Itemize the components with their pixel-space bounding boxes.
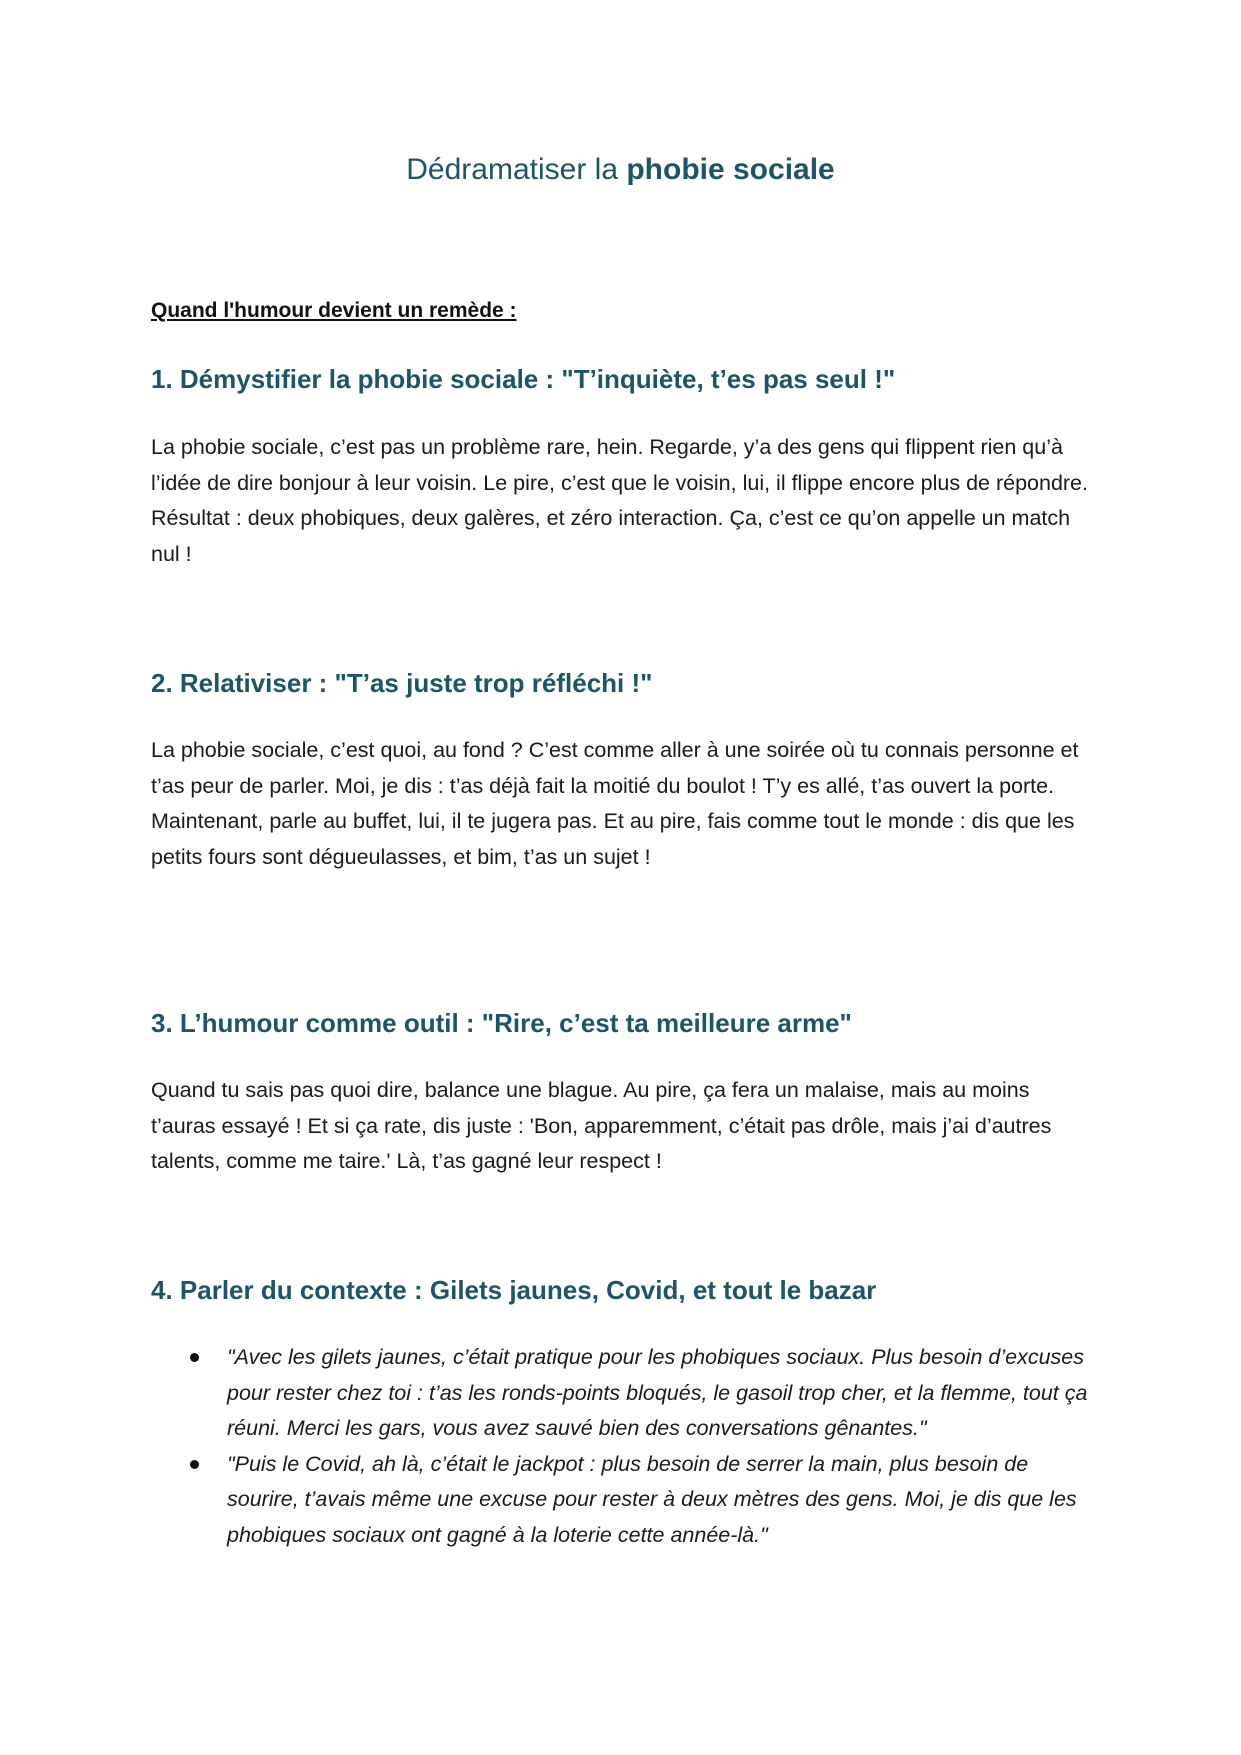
bullet-dot-icon: [190, 1460, 199, 1469]
bullet-item-1: [151, 1340, 1096, 1447]
section-2-heading: 2. Relativiser : "T’as juste trop réfléchi !": [151, 668, 653, 698]
title-regular: Dédramatiser la: [406, 153, 627, 186]
section-1-paragraph: La phobie sociale, c’est pas un problème rare, hein. Regarde, y’a des gens qui flippent rien qu’à l’idée de dire bonjour à leur voisin. Le pire, c’est que le voisin, lui, il flippe encore plus de répondre. Résultat : deux phobiques, deux galères, et zéro interaction. Ça, c’est ce qu’on appelle un match nul !: [151, 435, 1088, 566]
section-4-heading: 4. Parler du contexte : Gilets jaunes, Covid, et tout le bazar: [151, 1275, 877, 1305]
section-4-bullet-list: [151, 1340, 1096, 1553]
document-title: [0, 150, 1241, 190]
bullet-item-1-text: "Avec les gilets jaunes, c’était pratique pour les phobiques sociaux. Plus besoin d’excuses pour rester chez toi : t’as les ronds-points bloqués, le gasoil trop cher, et la flemme, tout ça réuni. Merci les gars, vous avez sauvé bien des conversations gênantes.": [227, 1345, 1088, 1440]
section-3-paragraph: Quand tu sais pas quoi dire, balance une blague. Au pire, ça fera un malaise, mais au moins t’auras essayé ! Et si ça rate, dis juste : 'Bon, apparemment, c’était pas drôle, mais j’ai d’autres talents, comme me taire.' Là, t’as gagné leur respect !: [151, 1078, 1052, 1173]
intro-heading: Quand l'humour devient un remède :: [151, 299, 517, 322]
bullet-item-2: [151, 1447, 1096, 1554]
title-bold: phobie sociale: [626, 153, 835, 186]
bullet-item-2-text: "Puis le Covid, ah là, c’était le jackpot : plus besoin de serrer la main, plus besoin de sourire, t’avais même une excuse pour rester à deux mètres des gens. Moi, je dis que les phobiques sociaux ont gagné à la loterie cette année-là.": [227, 1451, 1077, 1547]
bullet-dot-icon: [190, 1353, 199, 1362]
section-2-paragraph: La phobie sociale, c’est quoi, au fond ? C’est comme aller à une soirée où tu connais personne et t’as peur de parler. Moi, je dis : t’as déjà fait la moitié du boulot ! T’y es allé, t’as ouvert la porte. Maintenant, parle au buffet, lui, il te jugera pas. Et au pire, fais comme tout le monde : dis que les petits fours sont dégueulasses, et bim, t’as un sujet !: [151, 738, 1079, 869]
section-1-heading: 1. Démystifier la phobie sociale : "T’inquiète, t’es pas seul !": [151, 364, 896, 394]
section-3-heading: 3. L’humour comme outil : "Rire, c’est ta meilleure arme": [151, 1008, 852, 1038]
